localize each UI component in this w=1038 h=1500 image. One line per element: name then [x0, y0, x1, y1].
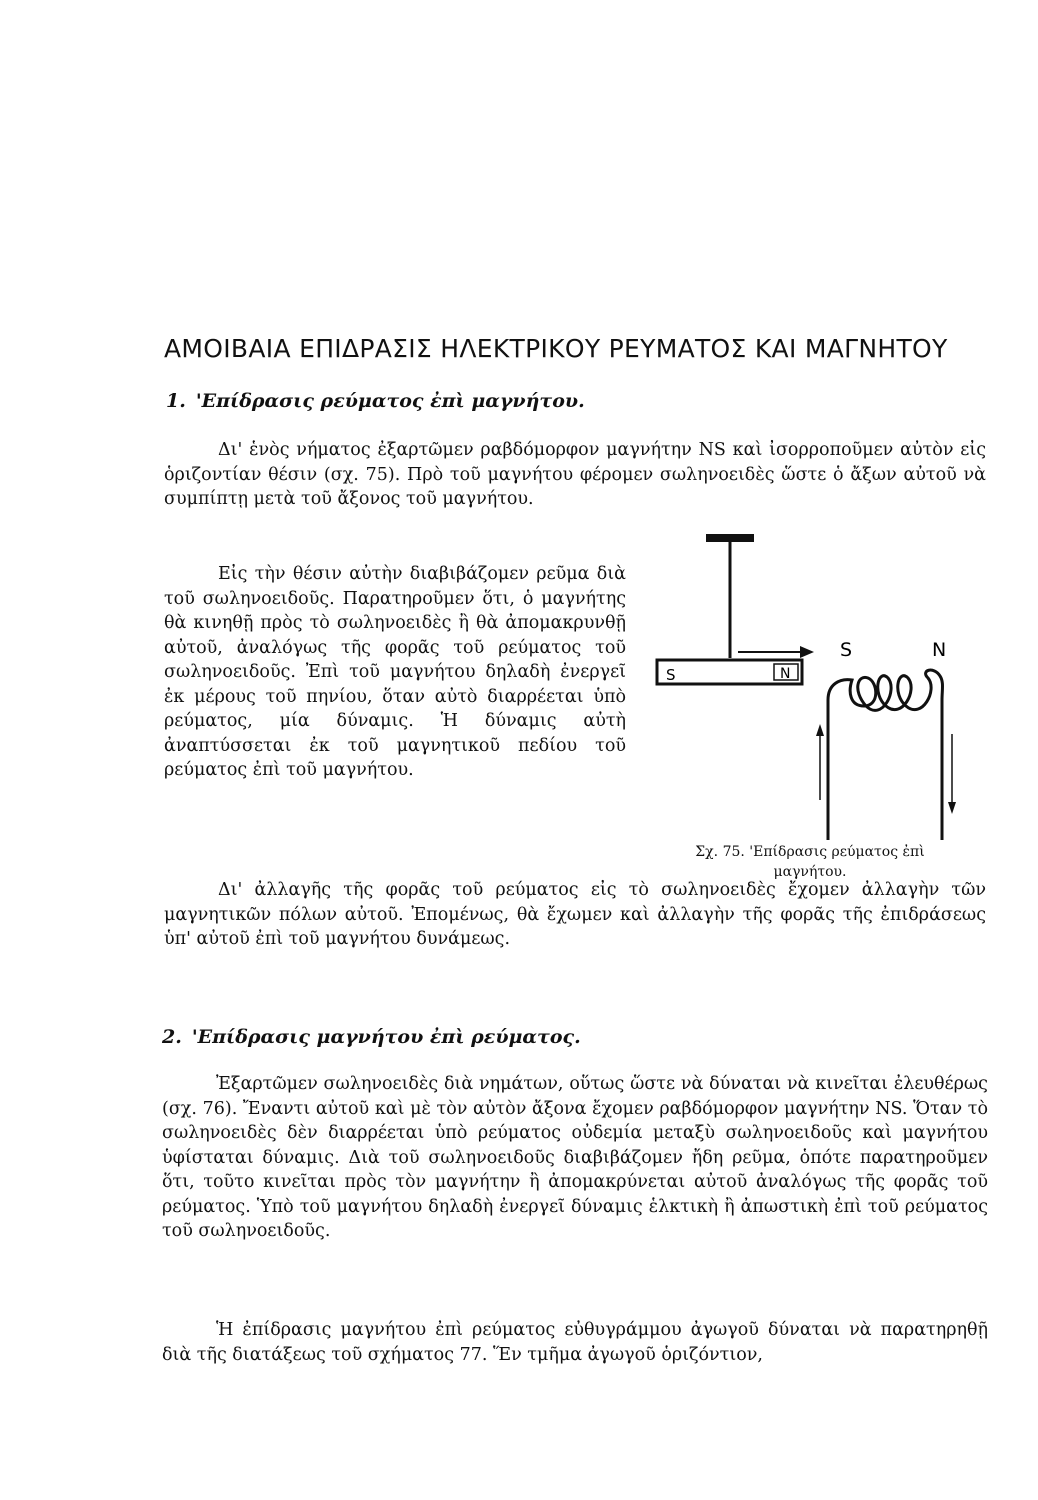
section-1-paragraph-2: Εἰς τὴν θέσιν αὐτὴν διαβιβάζομεν ρεῦμα διὰ τοῦ σωληνοειδοῦς. Παρατηροῦμεν ὅτι, ὁ μαγνήτης θὰ κινηθῇ πρὸς τὸ σωληνοειδὲς ἢ θὰ ἀπομακρυνθῇ αὐτοῦ, ἀναλόγως τῆς φορᾶς τοῦ ρεύματος τοῦ σωληνοειδοῦς. Ἐπὶ τοῦ μαγνήτου δηλαδὴ ἐνεργεῖ ἐκ μέρους τοῦ πηνίου, ὅταν αὐτὸ διαρρέεται ὑπὸ ρεύματος, μία δύναμις. Ἡ δύναμις αὐτὴ ἀναπτύσσεται ἐκ τοῦ μαγνητικοῦ πεδίου τοῦ ρεύματος ἐπὶ τοῦ μαγνήτου. — [164, 564, 626, 780]
section-1-number: 1. — [166, 390, 186, 412]
section-2-number: 2. — [162, 1026, 182, 1048]
motion-arrowhead — [800, 646, 814, 658]
section-2-heading-text: 'Επίδρασις μαγνήτου ἐπὶ ρεύματος. — [191, 1026, 581, 1048]
section-2-paragraph-1: Ἐξαρτῶμεν σωληνοειδὲς διὰ νημάτων, οὕτως ὥστε νὰ δύναται νὰ κινεῖται ἐλευθέρως (σχ. 76). Ἔναντι αὐτοῦ καὶ μὲ τὸν αὐτὸν ἄξονα ἔχομεν ραβδόμορφον μαγνήτην NS. Ὅταν τὸ σωληνοειδὲς δὲν διαρρέεται ὑπὸ ρεύματος οὐδεμία μεταξὺ σωληνοειδοῦς καὶ μαγνήτου ὑφίσταται δύναμις. Διὰ τοῦ σωληνοειδοῦς διαβιβάζομεν ἤδη ρεῦμα, ὁπότε παρατηροῦμεν ὅτι, τοῦτο κινεῖται πρὸς τὸν μαγνήτην ἢ ἀπομακρύνεται αὐτοῦ ἀναλόγως τῆς φορᾶς τοῦ ρεύματος. Ὑπὸ τοῦ μαγνήτου δηλαδὴ ἐνεργεῖ δύναμις ἑλκτικὴ ἢ ἀπωστικὴ ἐπὶ τοῦ ρεύματος τοῦ σωληνοειδοῦς. — [162, 1074, 988, 1241]
current-up-arrowhead — [816, 724, 824, 736]
figure-75 — [640, 530, 970, 840]
section-1-heading — [166, 390, 585, 412]
section-2-heading — [162, 1026, 581, 1048]
section-1-paragraph-3: Δι' ἀλλαγῆς τῆς φορᾶς τοῦ ρεύματος εἰς τὸ σωληνοειδὲς ἔχομεν ἀλλαγὴν τῶν μαγνητικῶν πόλων αὐτοῦ. Ἐπομένως, θὰ ἔχωμεν καὶ ἀλλαγὴν τῆς φορᾶς τῆς ἐπιδράσεως ὑπ' αὐτοῦ ἐπὶ τοῦ μαγνήτου δυνάμεως. — [164, 880, 986, 949]
solenoid-coil — [828, 670, 943, 840]
section-2-paragraph-2: Ἡ ἐπίδρασις μαγνήτου ἐπὶ ρεύματος εὐθυγράμμου ἀγωγοῦ δύναται νὰ παρατηρηθῇ διὰ τῆς διατάξεως τοῦ σχήματος 77. Ἕν τμῆμα ἀγωγοῦ ὁριζόντιον, — [162, 1320, 988, 1365]
coil-n-label: N — [932, 639, 947, 661]
coil-s-label: S — [840, 639, 853, 661]
figure-75-caption: Σχ. 75. 'Επίδρασις ρεύματος ἐπὶ μαγνήτου. — [695, 844, 925, 880]
current-down-arrowhead — [948, 802, 956, 814]
section-1-paragraph-1: Δι' ἑνὸς νήματος ἐξαρτῶμεν ραβδόμορφον μαγνήτην NS καὶ ἰσορροποῦμεν αὐτὸν εἰς ὁριζοντίαν θέσιν (σχ. 75). Πρὸ τοῦ μαγνήτου φέρομεν σωληνοειδὲς ὥστε ὁ ἄξων αὐτοῦ νὰ συμπίπτῃ μετὰ τοῦ ἄξονος τοῦ μαγνήτου. — [164, 440, 986, 509]
section-1-heading-text: 'Επίδρασις ρεύματος ἐπὶ μαγνήτου. — [195, 390, 585, 412]
magnet-n-label: N — [780, 666, 791, 682]
suspension-bar — [706, 534, 754, 542]
section-1-paragraph-1-part — [164, 438, 986, 512]
magnet-s-label: S — [666, 666, 676, 684]
page-title: ΑΜΟΙΒΑΙΑ ΕΠΙΔΡΑΣΙΣ ΗΛΕΚΤΡΙΚΟΥ ΡΕΥΜΑΤΟΣ ΚΑΙ ΜΑΓΝΗΤΟΥ — [164, 334, 948, 363]
